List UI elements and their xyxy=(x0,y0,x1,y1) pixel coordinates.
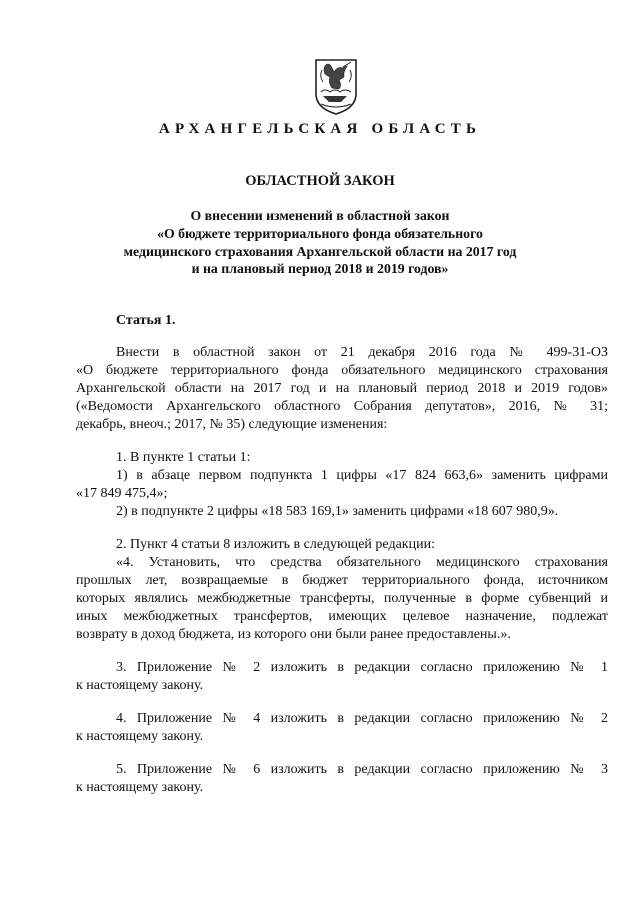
text-line: которых являлись межбюджетные трансферты, полученные в форме субвенций и xyxy=(76,591,608,606)
text-line: к настоящему закону. xyxy=(76,780,204,795)
region-name: АРХАНГЕЛЬСКАЯ ОБЛАСТЬ xyxy=(158,121,482,137)
article-heading: Статья 1. xyxy=(116,313,176,328)
law-type: ОБЛАСТНОЙ ЗАКОН xyxy=(245,173,395,189)
text-line: Архангельской области на 2017 год и на плановый период 2018 и 2019 годов» xyxy=(76,381,608,396)
text-line: иных межбюджетных трансфертов, имеющих целевое назначение, подлежат xyxy=(76,609,608,624)
item-2-paragraph xyxy=(76,536,608,644)
text-line: 3. Приложение № 2 изложить в редакции согласно приложению № 1 xyxy=(116,660,608,675)
text-line: декабрь, внеоч.; 2017, № 35) следующие изменения: xyxy=(76,417,388,432)
text-line: «17 849 475,4»; xyxy=(76,486,168,501)
article-intro-paragraph xyxy=(76,344,608,434)
text-line: 4. Приложение № 4 изложить в редакции согласно приложению № 2 xyxy=(116,711,608,726)
item-3-paragraph xyxy=(76,659,608,695)
text-line: «О бюджете территориального фонда обязательного медицинского страхования xyxy=(76,363,608,378)
text-line: 5. Приложение № 6 изложить в редакции согласно приложению № 3 xyxy=(116,762,608,777)
text-line: Внести в областной закон от 21 декабря 2016 года № 499-31-ОЗ xyxy=(116,345,608,360)
law-title-line: и на плановый период 2018 и 2019 годов» xyxy=(191,261,449,277)
item-5-paragraph xyxy=(76,761,608,797)
text-line: 2) в подпункте 2 цифры «18 583 169,1» заменить цифрами «18 607 980,9». xyxy=(116,504,559,519)
law-title-line: О внесении изменений в областной закон xyxy=(190,208,450,223)
coat-of-arms-icon xyxy=(313,58,359,116)
item-4-paragraph xyxy=(76,710,608,746)
text-line: прошлых лет, возвращаемые в бюджет территориального фонда, источником xyxy=(76,573,608,588)
text-line: к настоящему закону. xyxy=(76,729,204,744)
text-line: к настоящему закону. xyxy=(76,678,204,693)
law-title-line: медицинского страхования Архангельской области на 2017 год xyxy=(123,243,517,259)
text-line: 2. Пункт 4 статьи 8 изложить в следующей редакции: xyxy=(116,537,435,552)
text-line: «4. Установить, что средства обязательного медицинского страхования xyxy=(116,555,608,570)
text-line: 1) в абзаце первом подпункта 1 цифры «17 824 663,6» заменить цифрами xyxy=(116,468,608,483)
law-title xyxy=(80,207,560,278)
law-title-line: «О бюджете территориального фонда обязательного xyxy=(157,225,483,241)
text-line: («Ведомости Архангельского областного Собрания депутатов», 2016, № 31; xyxy=(76,399,608,414)
text-line: 1. В пункте 1 статьи 1: xyxy=(116,450,251,465)
item-1-paragraph xyxy=(76,449,608,521)
text-line: возврату в доход бюджета, из которого они были ранее предоставлены.». xyxy=(76,627,511,642)
